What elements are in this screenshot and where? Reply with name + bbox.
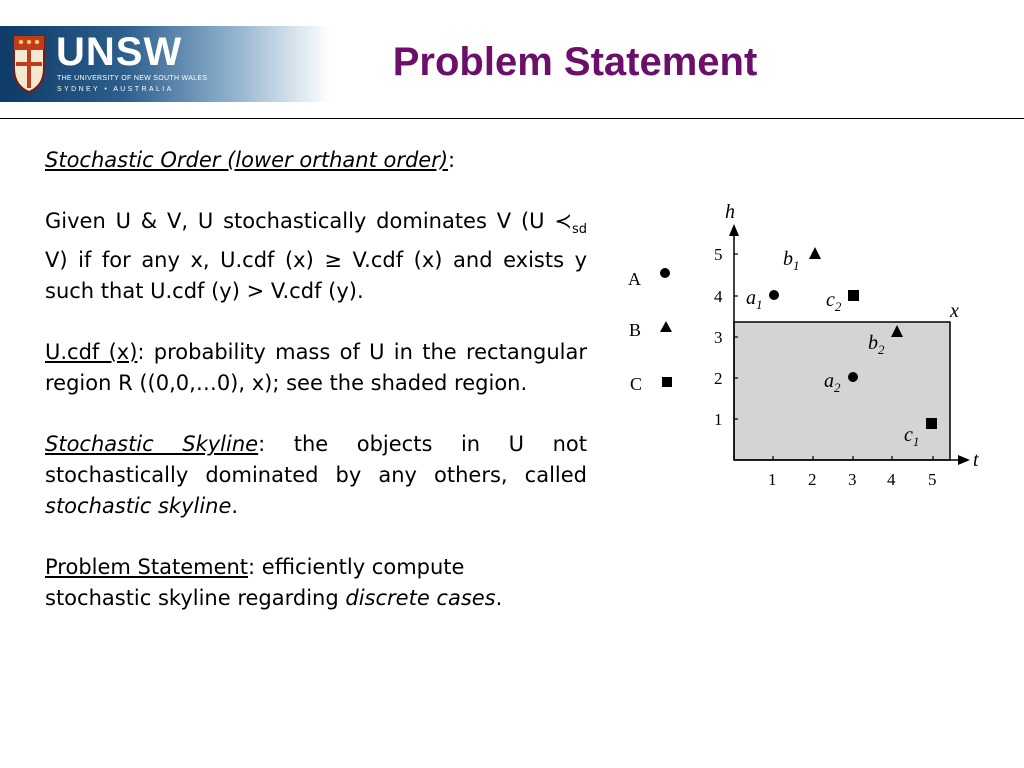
x-tick-label: 2 (808, 470, 817, 489)
slide-title: Problem Statement (392, 40, 758, 84)
term-stochastic-order: Stochastic Order (lower orthant order) (45, 148, 449, 172)
point-a1-label: $a_1$ (746, 287, 763, 312)
legend-circle-icon (660, 268, 670, 278)
x-tick-label: 4 (887, 470, 896, 489)
paragraph-problem-statement (45, 552, 565, 614)
skyline-emphasis: stochastic skyline (45, 494, 232, 519)
point-a1-circle (769, 290, 779, 300)
x-tick-label: 3 (848, 470, 857, 489)
skyline-description-1: : the objects in U not stochastically dominated by any others, called (45, 432, 587, 488)
legend-label-a: A (628, 269, 641, 289)
h-axis-arrow (729, 224, 739, 236)
dominance-symbol: ≺ (554, 209, 572, 233)
term-problem-statement: Problem Statement (45, 555, 249, 580)
y-tick-label: 4 (714, 287, 723, 306)
stochastic-order-diagram (600, 195, 1000, 495)
dominance-text-1: Given U & V, U stochastically dominates V (U (45, 209, 555, 233)
paragraph-dominance-definition (45, 206, 587, 307)
term-colon: : (448, 148, 456, 172)
logo-tagline: THE UNIVERSITY OF NEW SOUTH WALES (57, 75, 208, 82)
university-logo (0, 26, 330, 102)
y-tick-label: 2 (714, 369, 723, 388)
point-b1-triangle (809, 247, 821, 259)
point-c1-label: $c_1$ (904, 424, 920, 449)
y-tick-label: 3 (714, 328, 723, 347)
point-b1-label: $b_1$ (783, 248, 800, 273)
problem-description-2: . (495, 586, 503, 611)
problem-emphasis: discrete cases (345, 586, 496, 611)
slide-body (45, 145, 587, 644)
legend-label-b: B (629, 320, 642, 340)
t-axis-label: t (973, 449, 979, 471)
dominance-text-2: V) if for any x, U.cdf (x) ≥ V.cdf (x) and exists y such that U.cdf (y) > V.cdf (y). (45, 248, 587, 304)
paragraph-cdf-definition (45, 337, 587, 399)
cdf-description: : probability mass of U in the rectangular region R ((0,0,…0), x); see the shaded region. (45, 340, 587, 396)
legend-label-c: C (630, 374, 643, 394)
point-c2-label: $c_2$ (826, 289, 842, 314)
dominance-subscript: sd (571, 222, 587, 238)
paragraph-stochastic-order (45, 145, 587, 176)
logo-location: SYDNEY • AUSTRALIA (57, 86, 174, 93)
region-corner-label: x (950, 300, 959, 322)
point-a2-circle (848, 372, 858, 382)
point-c2-square (848, 290, 859, 301)
problem-description-1: : efficiently compute stochastic skyline regarding (45, 555, 465, 611)
skyline-description-2: . (231, 494, 239, 519)
x-tick-label: 5 (928, 470, 937, 489)
legend-triangle-icon (660, 321, 672, 332)
h-axis-label: h (725, 201, 735, 223)
point-a2-label: $a_2$ (824, 370, 841, 395)
point-b2-label: $b_2$ (868, 332, 885, 357)
slide-header (0, 0, 1024, 120)
logo-wordmark: UNSW (56, 30, 183, 74)
y-tick-label: 1 (714, 410, 723, 429)
x-tick-label: 1 (768, 470, 777, 489)
crest-icon (12, 34, 46, 94)
paragraph-stochastic-skyline (45, 429, 587, 522)
term-stochastic-skyline: Stochastic Skyline (45, 432, 259, 457)
header-divider (0, 118, 1024, 119)
term-cdf: U.cdf (x) (45, 340, 138, 365)
legend-square-icon (662, 377, 672, 387)
point-c1-square (926, 418, 937, 429)
y-tick-label: 5 (714, 245, 723, 264)
t-axis-arrow (958, 455, 970, 465)
